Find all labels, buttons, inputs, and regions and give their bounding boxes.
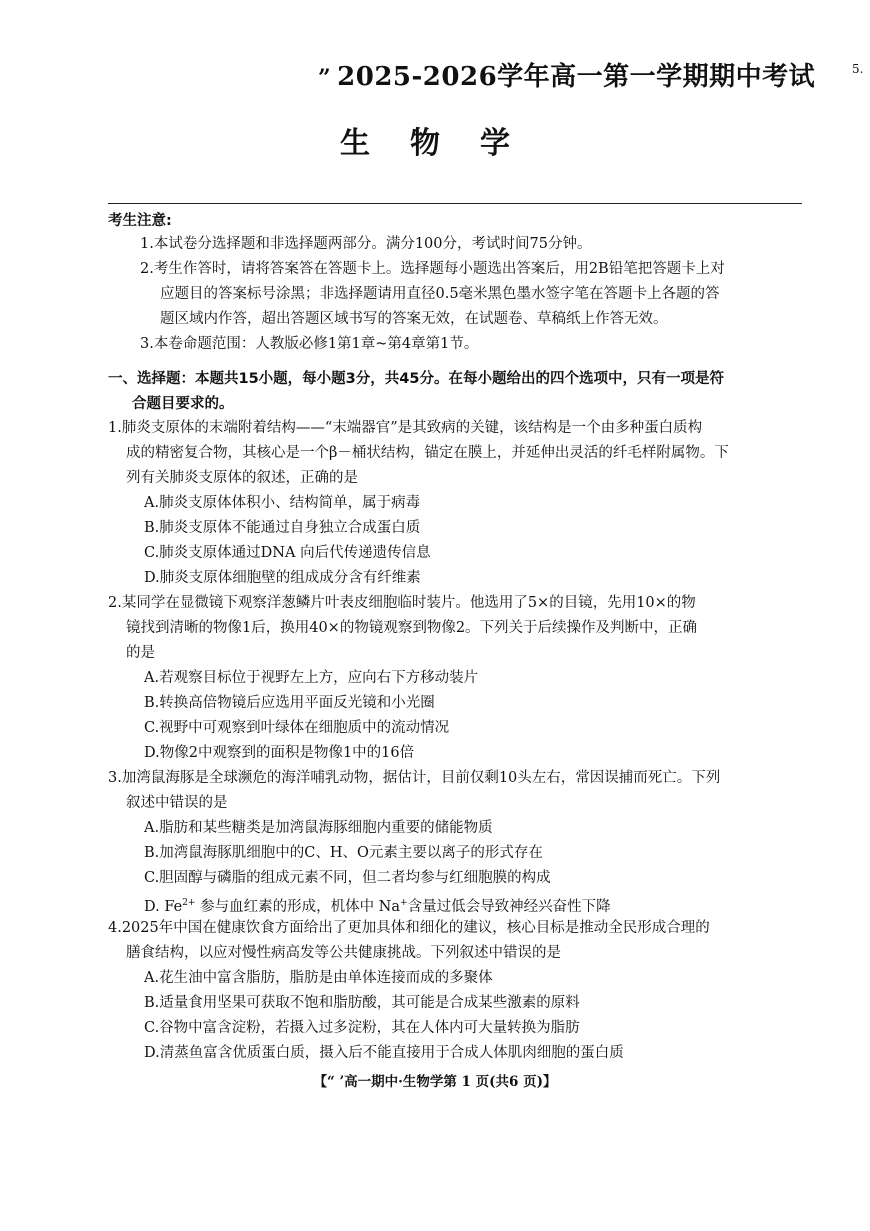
option-b: B.加湾鼠海豚肌细胞中的C、H、O元素主要以离子的形式存在	[144, 845, 543, 861]
question-stem: 的是	[126, 645, 155, 661]
header-divider	[108, 203, 802, 204]
option-d: D.清蒸鱼富含优质蛋白质，摄入后不能直接用于合成人体肌肉细胞的蛋白质	[144, 1045, 624, 1061]
option-c: C.胆固醇与磷脂的组成元素不同，但二者均参与红细胞膜的构成	[144, 870, 551, 886]
question-stem: 1.肺炎支原体的末端附着结构——“末端器官”是其致病的关键，该结构是一个由多种蛋白质构	[108, 420, 703, 436]
option-c: C.谷物中富含淀粉，若摄入过多淀粉，其在人体内可大量转换为脂肪	[144, 1020, 580, 1036]
notice-item: 2.考生作答时，请将答案答在答题卡上。选择题每小题选出答案后，用2B铅笔把答题卡上对	[140, 261, 725, 277]
option-a: A.若观察目标位于视野左上方，应向右下方移动装片	[144, 670, 479, 686]
question-stem: 3.加湾鼠海豚是全球濒危的海洋哺乳动物，据估计，目前仅剩10头左右，常因误捕而死亡。下列	[108, 770, 721, 786]
option-a: A.肺炎支原体体积小、结构简单，属于病毒	[144, 495, 421, 511]
option-d-suffix: 含量过低会导致神经兴奋性下降	[407, 899, 611, 915]
option-d: D.肺炎支原体细胞壁的组成成分含有纤维素	[144, 570, 421, 586]
notice-item: 1.本试卷分选择题和非选择题两部分。满分100分，考试时间75分钟。	[140, 236, 592, 252]
option-b: B.肺炎支原体不能通过自身独立合成蛋白质	[144, 520, 421, 536]
option-d-superscript: 2+	[182, 898, 196, 908]
title-quote-mark: ”	[318, 65, 332, 91]
option-b: B.转换高倍物镜后应选用平面反光镜和小光圈	[144, 695, 435, 711]
option-d: D.物像2中观察到的面积是物像1中的16倍	[144, 745, 415, 761]
question-3	[108, 766, 808, 920]
section-heading	[108, 367, 808, 417]
option-d-prefix: D. Fe	[144, 899, 183, 915]
notice-item: 题区域内作答，超出答题区域书写的答案无效，在试题卷、草稿纸上作答无效。	[160, 311, 668, 327]
question-stem: 4.2025年中国在健康饮食方面给出了更加具体和细化的建议，核心目标是推动全民形成合理的	[108, 920, 710, 936]
question-stem: 镜找到清晰的物像1后，换用40×的物镜观察到物像2。下列关于后续操作及判断中，正确	[126, 620, 698, 636]
title-text: 2025-2026学年高一第一学期期中考试	[337, 62, 816, 92]
option-c: C.视野中可观察到叶绿体在细胞质中的流动情况	[144, 720, 450, 736]
question-4	[108, 916, 808, 1066]
section-heading-line: 一、选择题：本题共15小题，每小题3分，共45分。在每小题给出的四个选项中，只有一项是符	[108, 371, 724, 387]
notice-block	[108, 210, 808, 357]
section-heading-line: 合题目要求的。	[132, 396, 234, 412]
subject-title: 生物学	[340, 126, 550, 161]
question-stem: 列有关肺炎支原体的叙述，正确的是	[126, 470, 358, 486]
question-stem: 叙述中错误的是	[126, 795, 228, 811]
option-c: C.肺炎支原体通过DNA 向后代传递遗传信息	[144, 545, 431, 561]
page-footer: 【“ ’高一期中·生物学第 1 页(共6 页)】	[313, 1074, 557, 1090]
notice-heading: 考生注意:	[108, 213, 172, 229]
question-stem: 膳食结构，以应对慢性病高发等公共健康挑战。下列叙述中错误的是	[126, 945, 561, 961]
option-b: B.适量食用坚果可获取不饱和脂肪酸，其可能是合成某些激素的原料	[144, 995, 580, 1011]
option-a: A.花生油中富含脂肪，脂肪是由单体连接而成的多聚体	[144, 970, 493, 986]
question-stem: 2.某同学在显微镜下观察洋葱鳞片叶表皮细胞临时装片。他选用了5×的目镜，先用10×的物	[108, 595, 696, 611]
notice-item: 应题目的答案标号涂黑；非选择题请用直径0.5毫米黑色墨水签字笔在答题卡上各题的答	[160, 286, 720, 302]
option-d-superscript-2: +	[400, 898, 408, 908]
option-d-middle: 参与血红素的形成，机体中 Na	[195, 899, 401, 915]
exam-title	[318, 56, 815, 93]
option-a: A.脂肪和某些糖类是加湾鼠海豚细胞内重要的储能物质	[144, 820, 493, 836]
question-2	[108, 591, 808, 766]
question-1	[108, 416, 808, 591]
question-stem: 成的精密复合物，其核心是一个β－桶状结构，锚定在膜上，并延伸出灵活的纤毛样附属物。下	[126, 445, 729, 461]
corner-mark: 5.	[852, 62, 864, 76]
notice-item: 3.本卷命题范围：人教版必修1第1章~第4章第1节。	[140, 336, 479, 352]
